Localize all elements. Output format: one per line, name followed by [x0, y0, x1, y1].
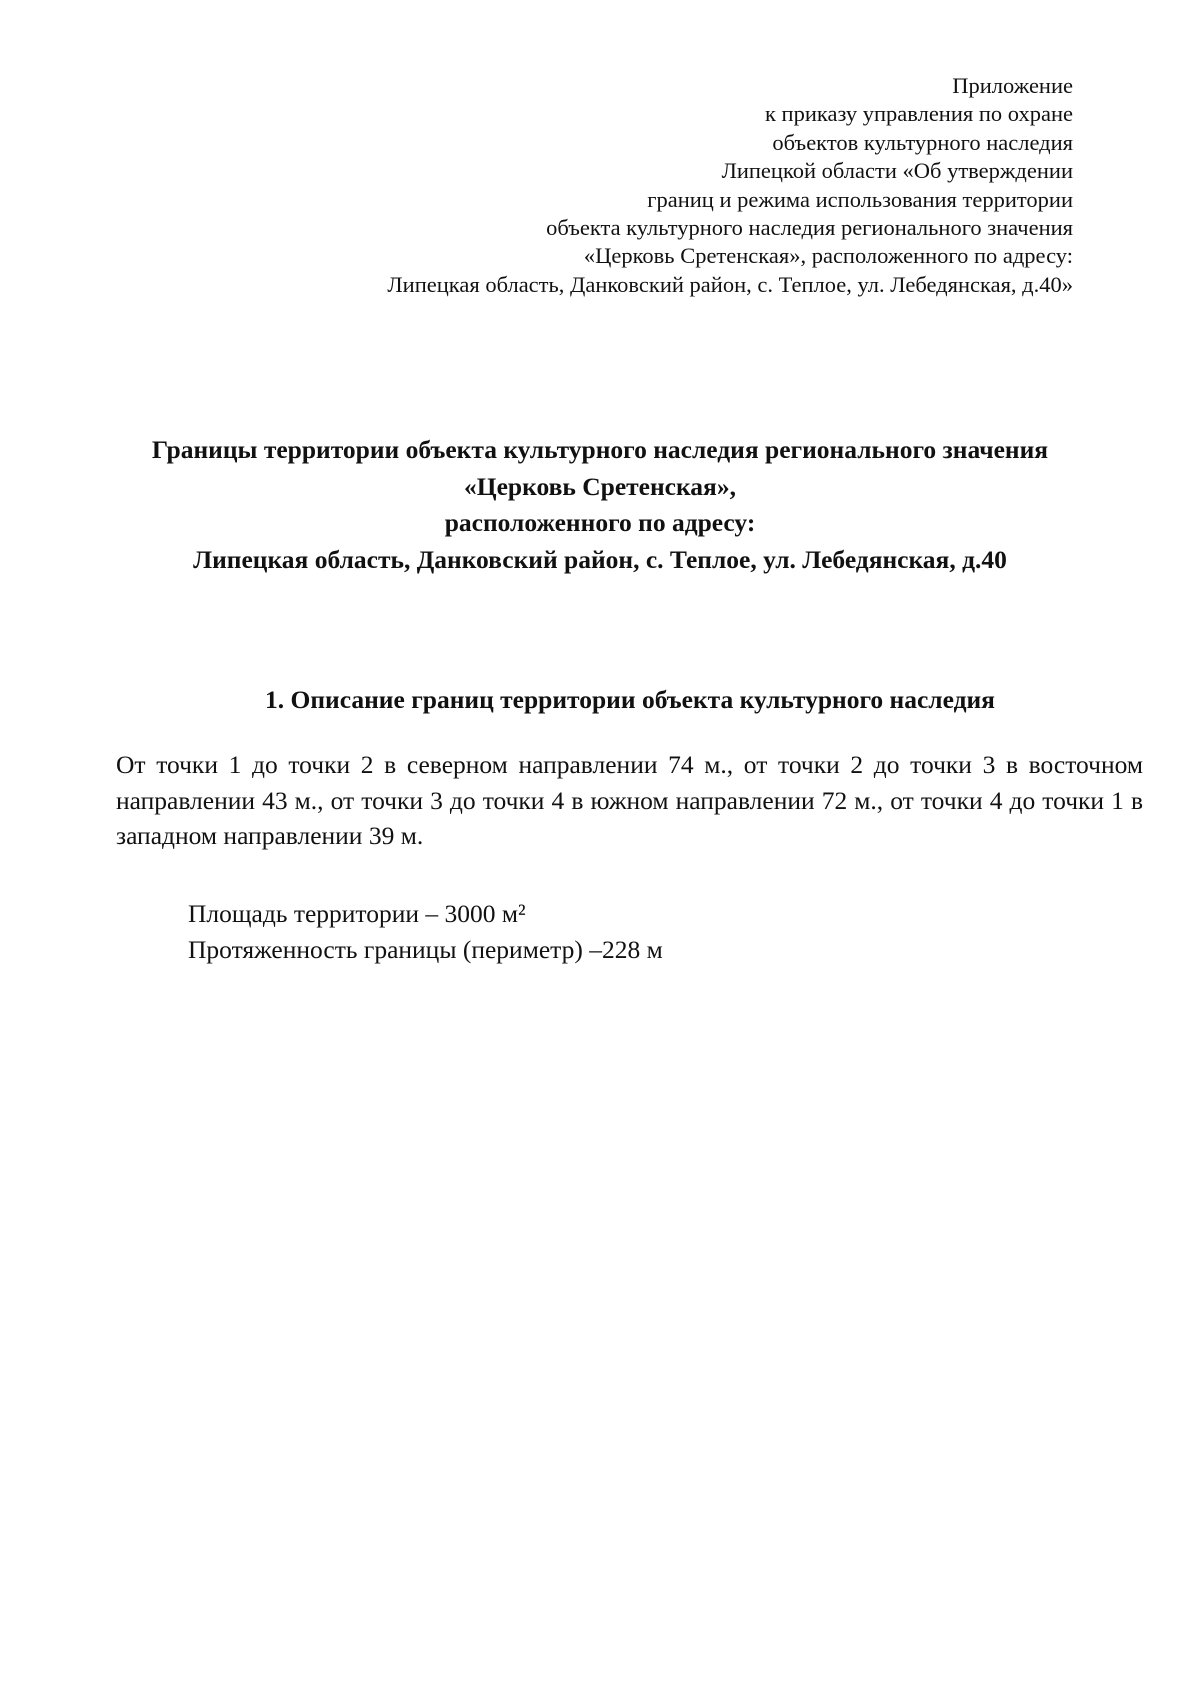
appendix-header-line: границ и режима использования территории — [647, 186, 1073, 212]
appendix-header-line: объектов культурного наследия — [772, 129, 1073, 155]
territory-area: Площадь территории – 3000 м² — [188, 899, 526, 928]
appendix-header-line: к приказу управления по охране — [764, 101, 1073, 127]
appendix-header-line: «Церковь Сретенская», расположенного по адресу: — [583, 243, 1073, 269]
territory-stats — [188, 896, 1088, 968]
section-heading: 1. Описание границ территории объекта культурного наследия — [265, 685, 995, 714]
appendix-header-line: Липецкой области «Об утверждении — [721, 158, 1073, 184]
territory-perimeter: Протяженность границы (периметр) –228 м — [188, 935, 663, 964]
appendix-header — [273, 72, 1073, 299]
appendix-header-line: Липецкая область, Данковский район, с. Теплое, ул. Лебедянская, д.40» — [387, 271, 1073, 297]
document-title-line: «Церковь Сретенская», — [464, 471, 736, 501]
document-title-line: Границы территории объекта культурного наследия регионального значения — [151, 435, 1049, 464]
document-title — [100, 432, 1100, 578]
boundary-description: От точки 1 до точки 2 в северном направлении 74 м., от точки 2 до точки 3 в восточном направлении 43 м., от точки 3 до точки 4 в южном направлении 72 м., от точки 4 до точки 1 в западном направлении 39 м. — [116, 750, 1143, 850]
appendix-header-line: объекта культурного наследия регионального значения — [546, 215, 1073, 241]
appendix-header-line: Приложение — [952, 73, 1073, 98]
document-title-line: Липецкая область, Данковский район, с. Теплое, ул. Лебедянская, д.40 — [193, 544, 1007, 574]
document-title-line: расположенного по адресу: — [444, 508, 756, 537]
